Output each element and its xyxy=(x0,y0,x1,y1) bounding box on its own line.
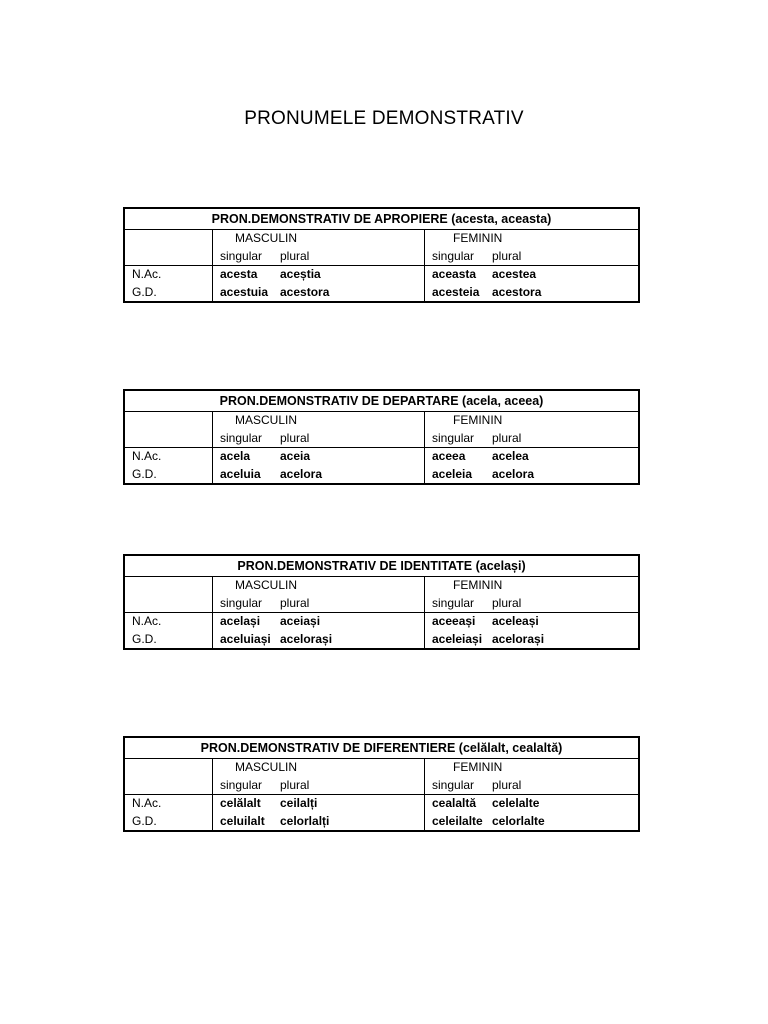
masculine-label: MASCULIN xyxy=(235,413,298,427)
masculine-header xyxy=(213,759,425,794)
masculine-forms xyxy=(213,613,425,648)
label-column-header xyxy=(125,230,213,265)
masculine-header xyxy=(213,577,425,612)
table-heading-examples: (același) xyxy=(475,559,526,573)
table-apropiere xyxy=(123,207,640,303)
masculine-singular-label: singular xyxy=(220,430,263,445)
masculine-plural-label: plural xyxy=(280,595,310,610)
masculine-forms xyxy=(213,266,425,301)
feminine-plural-label: plural xyxy=(492,777,522,792)
fem-pl-gd: acelorași xyxy=(492,631,545,646)
masculine-forms xyxy=(213,448,425,483)
label-column-header xyxy=(125,412,213,447)
masc-sg-gd: aceluia xyxy=(220,466,261,481)
case-labels xyxy=(125,448,213,483)
feminine-header xyxy=(425,412,638,447)
table-heading-examples: (celălalt, cealaltă) xyxy=(458,741,563,755)
masculine-label: MASCULIN xyxy=(235,578,298,592)
case-label-nac: N.Ac. xyxy=(132,796,162,810)
fem-sg-nac: aceasta xyxy=(432,267,477,281)
masc-pl-nac: aceiași xyxy=(280,614,321,628)
feminine-plural-label: plural xyxy=(492,248,522,263)
masc-sg-gd: aceluiași xyxy=(220,631,271,646)
fem-sg-gd: celeilalte xyxy=(432,813,483,828)
masc-sg-nac: acesta xyxy=(220,267,258,281)
case-labels xyxy=(125,266,213,301)
feminine-header xyxy=(425,230,638,265)
fem-pl-gd: acelora xyxy=(492,466,535,481)
case-label-nac: N.Ac. xyxy=(132,449,162,463)
masculine-singular-label: singular xyxy=(220,248,263,263)
feminine-label: FEMININ xyxy=(453,231,503,245)
table-heading-text: PRON.DEMONSTRATIV DE DIFERENTIERE xyxy=(200,741,456,755)
feminine-forms xyxy=(425,266,638,301)
masculine-singular-label: singular xyxy=(220,595,263,610)
fem-sg-gd: acesteia xyxy=(432,284,480,299)
fem-pl-nac: celelalte xyxy=(492,796,540,810)
feminine-header xyxy=(425,759,638,794)
table-departare xyxy=(123,389,640,485)
masculine-plural-label: plural xyxy=(280,430,310,445)
masculine-forms xyxy=(213,795,425,830)
case-labels xyxy=(125,613,213,648)
case-label-nac: N.Ac. xyxy=(132,267,162,281)
table-heading xyxy=(125,391,638,412)
masc-sg-gd: celuilalt xyxy=(220,813,265,828)
masc-pl-nac: aceștia xyxy=(280,267,321,281)
masculine-header xyxy=(213,230,425,265)
case-label-gd: G.D. xyxy=(132,284,157,299)
case-label-gd: G.D. xyxy=(132,631,157,646)
masculine-label: MASCULIN xyxy=(235,231,298,245)
page-title: PRONUMELE DEMONSTRATIV xyxy=(244,108,524,129)
case-labels xyxy=(125,795,213,830)
masc-pl-nac: ceilalți xyxy=(280,796,318,810)
forms-row xyxy=(125,795,638,830)
masculine-label: MASCULIN xyxy=(235,760,298,774)
case-label-gd: G.D. xyxy=(132,466,157,481)
table-identitate xyxy=(123,554,640,650)
fem-sg-nac: cealaltă xyxy=(432,796,477,810)
label-column-header xyxy=(125,759,213,794)
case-label-nac: N.Ac. xyxy=(132,614,162,628)
gender-header-row xyxy=(125,577,638,613)
feminine-plural-label: plural xyxy=(492,430,522,445)
gender-header-row xyxy=(125,230,638,266)
feminine-label: FEMININ xyxy=(453,578,503,592)
masculine-plural-label: plural xyxy=(280,248,310,263)
feminine-forms xyxy=(425,613,638,648)
feminine-singular-label: singular xyxy=(432,430,475,445)
fem-sg-nac: aceea xyxy=(432,449,466,463)
table-diferentiere xyxy=(123,736,640,832)
masc-pl-gd: celorlalți xyxy=(280,813,330,828)
case-label-gd: G.D. xyxy=(132,813,157,828)
table-heading-examples: (acela, aceea) xyxy=(462,394,544,408)
feminine-forms xyxy=(425,448,638,483)
fem-pl-nac: aceleași xyxy=(492,614,539,628)
masc-sg-nac: același xyxy=(220,614,261,628)
masculine-header xyxy=(213,412,425,447)
fem-pl-nac: acelea xyxy=(492,449,529,463)
masc-pl-gd: acelora xyxy=(280,466,323,481)
masculine-singular-label: singular xyxy=(220,777,263,792)
forms-row xyxy=(125,448,638,483)
table-heading xyxy=(125,556,638,577)
table-heading-text: PRON.DEMONSTRATIV DE DEPARTARE xyxy=(219,394,459,408)
table-heading-text: PRON.DEMONSTRATIV DE IDENTITATE xyxy=(237,559,473,573)
masculine-plural-label: plural xyxy=(280,777,310,792)
masc-sg-gd: acestuia xyxy=(220,284,269,299)
masc-sg-nac: acela xyxy=(220,449,251,463)
masc-sg-nac: celălalt xyxy=(220,796,261,810)
gender-header-row xyxy=(125,412,638,448)
feminine-header xyxy=(425,577,638,612)
fem-sg-gd: aceleiași xyxy=(432,631,483,646)
feminine-singular-label: singular xyxy=(432,248,475,263)
forms-row xyxy=(125,266,638,301)
fem-sg-gd: aceleia xyxy=(432,466,473,481)
table-heading-examples: (acesta, aceasta) xyxy=(451,212,552,226)
feminine-label: FEMININ xyxy=(453,760,503,774)
masc-pl-nac: aceia xyxy=(280,449,311,463)
table-heading xyxy=(125,738,638,759)
fem-sg-nac: aceeași xyxy=(432,614,476,628)
fem-pl-gd: acestora xyxy=(492,284,542,299)
masc-pl-gd: acelorași xyxy=(280,631,333,646)
feminine-forms xyxy=(425,795,638,830)
feminine-singular-label: singular xyxy=(432,777,475,792)
table-heading xyxy=(125,209,638,230)
forms-row xyxy=(125,613,638,648)
masc-pl-gd: acestora xyxy=(280,284,330,299)
table-heading-text: PRON.DEMONSTRATIV DE APROPIERE xyxy=(211,212,448,226)
fem-pl-gd: celorlalte xyxy=(492,813,545,828)
label-column-header xyxy=(125,577,213,612)
feminine-label: FEMININ xyxy=(453,413,503,427)
feminine-singular-label: singular xyxy=(432,595,475,610)
gender-header-row xyxy=(125,759,638,795)
fem-pl-nac: acestea xyxy=(492,267,537,281)
feminine-plural-label: plural xyxy=(492,595,522,610)
